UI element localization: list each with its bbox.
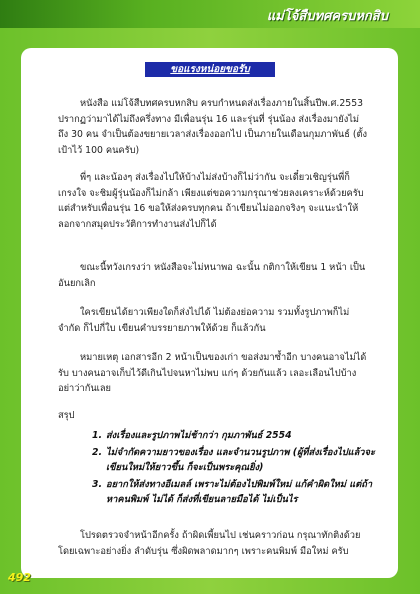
paragraph-length: ใครเขียนได้ยาวเพียงใดก็ส่งไปได้ ไม่ต้องย่อความ รวมทั้งรูปภาพก็ไม่จำกัด ก็ไปกี่ใบ เขียนคำบรรยายภาพให้ด้วย ก็แล้วกัน (58, 307, 350, 334)
section-title: ขอแรงหน่อยขอรับ (145, 62, 275, 77)
paragraph-deadline: หนังสือ แม่โจ้สืบทศครบหกสิบ ครบกำหนดส่งเรื่องภายในสิ้นปีพ.ศ.2553 ปรากฏว่ามาได้ไม่ถึงครึ่งทาง มีเพื่อนรุ่น 16 และรุ่นที่ รุ่นน้อง ส่งเรื่องมายังไม่ถึง 30 คน จำเป็นต้องขยายเวลาส่งเรื่องออกไป เป็นภายในเดือนกุมภาพันธ์ (ตั้งเป้าไว้ 100 คนครับ) (58, 98, 368, 156)
header-title: แม่โจ้สืบทศครบหกสิบ (266, 9, 388, 24)
paragraph-page-limit: ขณะนี้ทวังเกรงว่า หนังสือจะไม่หนาพอ ฉะนั้น กติกาให้เขียน 1 หน้า เป็นอันยกเลิก (58, 262, 366, 289)
summary-item-number: 2. (92, 447, 103, 458)
conclusion-label: สรุป (58, 410, 75, 421)
summary-list (92, 428, 382, 509)
summary-item (92, 477, 382, 507)
summary-item-text: ไม่จำกัดความยาวของเรื่อง และจำนวนรูปภาพ (ผู้ที่ส่งเรื่องไปแล้วจะเขียนใหม่ให้ยาวขึ้น ก็จะเป็นพระคุณยิ่ง) (106, 447, 375, 473)
summary-item-number: 1. (92, 430, 103, 441)
summary-item-text: ส่งเรื่องและรูปภาพไม่ช้ากว่า กุมภาพันธ์ 2554 (106, 430, 292, 441)
summary-item (92, 445, 382, 475)
summary-item (92, 428, 382, 443)
paragraph-invitation: พี่ๆ และน้องๆ ส่งเรื่องไปให้บ้างไม่ส่งบ้างก็ไม่ว่ากัน จะเดี๋ยวเชิญรุ่นพี่ก็เกรงใจ จะชิมผู้รุ่นน้องก็ไม่กล้า เพียงแต่ขอความกรุณาช่วยลงเคราะห์ด้วยครับ แต่สำหรับเพื่อนรุ่น 16 ขอให้ส่งครบทุกคน ถ้าเขียนไม่ออกจริงๆ จะแนะนำให้ลอกจากสมุดประวัติการทำงานส่งไปก็ได้ (58, 172, 364, 230)
paragraph-note: หมายเหตุ เอกสารอีก 2 หน้าเป็นของเก่า ขอส่งมาซ้ำอีก บางคนอาจไม่ได้รับ บางคนอาจเก็บไว้ดีเกินไปจนหาไม่พบ แก่ๆ ด้วยกันแล้ว เลอะเลือนไปบ้างอย่าว่ากันเลย (58, 352, 367, 394)
paragraph-closing: โปรดตรวจจำหน้าอีกครั้ง ถ้าผิดเพี้ยนไป เช่นคราวก่อน กรุณาทักติงด้วยโดยเฉพาะอย่างยิ่ง ลำดับรุ่น ซึ่งผิดพลาดมากๆ เพราะคนพิมพ์ มือใหม่ ครับ (58, 530, 361, 557)
summary-item-text: อยากให้ส่งทางอีเมลล์ เพราะไม่ต้องไปพิมพ์ใหม่ แก้คำผิดใหม่ แต่ถ้าหาคนพิมพ์ ไม่ได้ ก็ส่งที่เขียนลายมือได้ ไม่เป็นไร (106, 479, 373, 505)
header-bar (0, 0, 420, 28)
page-number: 492 (8, 571, 31, 584)
summary-item-number: 3. (92, 479, 103, 490)
